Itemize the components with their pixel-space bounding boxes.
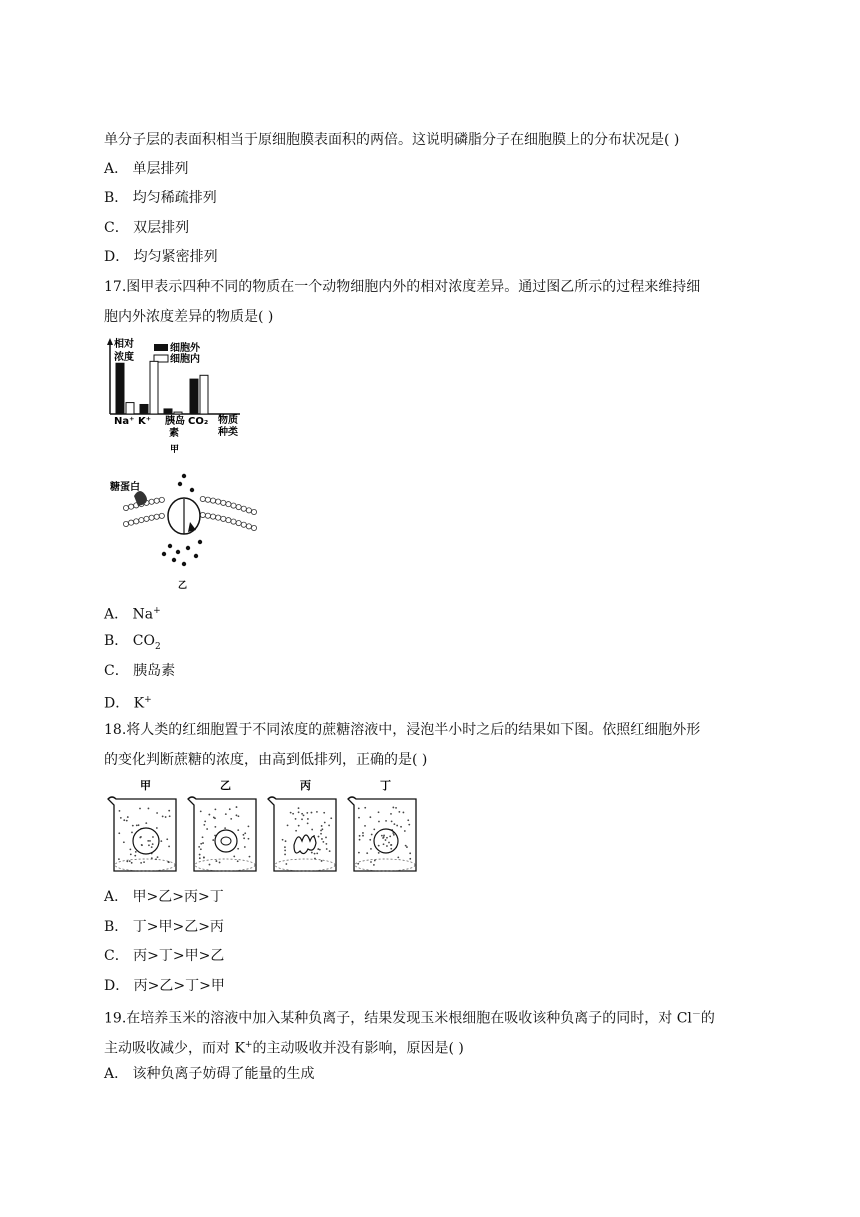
y-axis-label-line1: 相对 [114, 339, 134, 350]
q17-option-c: C． 胰岛素 [104, 663, 176, 679]
beaker-1 [188, 779, 256, 871]
beakers-figure [104, 777, 424, 877]
q16-option-b: B． 均匀稀疏排列 [104, 190, 217, 206]
lipid-head [144, 516, 149, 521]
lipid-head [246, 524, 251, 529]
q17-stem-line2: 胞内外浓度差异的物质是( ) [104, 309, 274, 325]
lipid-head [216, 515, 221, 520]
bar-2-outside [164, 409, 172, 414]
particle [168, 544, 172, 548]
red-cell-round [374, 829, 398, 853]
beaker-3 [348, 779, 416, 871]
bar-0-inside [126, 403, 134, 414]
red-cell-normal [215, 830, 237, 852]
beaker-label: 乙 [220, 779, 231, 792]
q17-option-a: A． Na+ [104, 606, 161, 623]
lipid-head [149, 499, 154, 504]
q17-option-d: D． K+ [104, 695, 152, 712]
x-axis-label-line2: 种类 [218, 427, 238, 438]
particle [176, 550, 180, 554]
fig2-caption: 乙 [178, 581, 188, 591]
x-tick-label-0: Na⁺ [114, 416, 135, 427]
lipid-head [246, 508, 251, 513]
y-axis-arrow [107, 338, 113, 345]
lipid-head [154, 514, 159, 519]
lipid-head [154, 498, 159, 503]
lipid-head [236, 505, 241, 510]
particle [182, 474, 186, 478]
lipid-head [159, 513, 164, 518]
q19-stem-line1: 19.在培养玉米的溶液中加入某种负离子，结果发现玉米根细胞在吸收该种负离子的同时，对 Cl－的 [104, 1010, 715, 1027]
lipid-head [251, 509, 256, 514]
lipid-head [231, 503, 236, 508]
particle [162, 552, 166, 556]
x-tick-label-2: 胰岛 [165, 416, 185, 427]
q19-stem-line2: 主动吸收减少，而对 K+的主动吸收并没有影响，原因是( ) [104, 1040, 464, 1057]
beaker-0 [108, 779, 176, 871]
q16-stem: 单分子层的表面积相当于原细胞膜表面积的两倍。这说明磷脂分子在细胞膜上的分布状况是( ) [104, 132, 680, 148]
red-cell-shrunken [294, 835, 316, 854]
bar-3-outside [190, 379, 198, 414]
beaker-label: 丙 [300, 779, 311, 792]
x-tick-label-1: K⁺ [138, 416, 152, 427]
q16-option-a: A． 单层排列 [104, 161, 189, 177]
beaker-label: 甲 [140, 779, 151, 792]
q18-option-c: C． 丙>丁>甲>乙 [104, 948, 225, 964]
beaker-glass [268, 797, 336, 871]
lipid-head [221, 516, 226, 521]
lipid-head [205, 513, 210, 518]
q17-stem-line1: 17.图甲表示四种不同的物质在一个动物细胞内外的相对浓度差异。通过图乙所示的过程来维持细 [104, 279, 701, 295]
x-axis-label-line1: 物质 [218, 415, 238, 426]
particle [182, 562, 186, 566]
particle [172, 558, 176, 562]
lipid-head [123, 521, 128, 526]
lipid-head [221, 500, 226, 505]
particle [186, 546, 190, 550]
q18-stem-line1: 18.将人类的红细胞置于不同浓度的蔗糖溶液中，浸泡半小时之后的结果如下图。依照红细胞外形 [104, 722, 701, 738]
lipid-head [210, 498, 215, 503]
lipid-head [134, 519, 139, 524]
lipid-head [241, 522, 246, 527]
lipid-head [236, 521, 241, 526]
bar-0-outside [116, 363, 124, 414]
q18-stem-line2: 的变化判断蔗糖的浓度，由高到低排列，正确的是( ) [104, 752, 428, 768]
bar-1-inside [150, 361, 158, 414]
lipid-head [226, 518, 231, 523]
beaker-label: 丁 [380, 779, 391, 792]
membrane-transport-diagram [104, 472, 264, 594]
particle [190, 488, 194, 492]
particle [194, 554, 198, 558]
particle [178, 482, 182, 486]
lipid-head [200, 496, 205, 501]
beaker-2 [268, 778, 336, 871]
lipid-head [149, 515, 154, 520]
lipid-head [129, 520, 134, 525]
bar-2-inside [174, 412, 182, 414]
concentration-bar-chart [104, 336, 254, 456]
lipid-head [159, 497, 164, 502]
x-tick-label-2-b: 素 [169, 428, 179, 439]
x-tick-label-3: CO₂ [188, 416, 209, 427]
red-cell-swollen [133, 828, 159, 854]
bar-3-inside [200, 375, 208, 414]
q18-option-d: D． 丙>乙>丁>甲 [104, 978, 225, 994]
q16-option-c: C． 双层排列 [104, 220, 190, 236]
glycoprotein-label: 糖蛋白 [110, 482, 140, 493]
lipid-head [226, 502, 231, 507]
particle [198, 540, 202, 544]
lipid-head [123, 505, 128, 510]
q18-option-b: B． 丁>甲>乙>丙 [104, 919, 224, 935]
lipid-head [200, 512, 205, 517]
lipid-head [139, 517, 144, 522]
legend-inside: 细胞内 [170, 354, 200, 365]
lipid-head [205, 497, 210, 502]
bar-1-outside [140, 404, 148, 414]
q16-option-d: D． 均匀紧密排列 [104, 249, 218, 265]
lipid-head [241, 506, 246, 511]
q19-option-a: A． 该种负离子妨碍了能量的生成 [104, 1066, 315, 1082]
fig1-caption: 甲 [170, 445, 180, 455]
lipid-head [216, 499, 221, 504]
q18-option-a: A． 甲>乙>丙>丁 [104, 889, 224, 905]
q17-option-b: B． $CO_2$ [104, 633, 161, 652]
legend-swatch-outside [154, 344, 168, 351]
y-axis-label-line2: 浓度 [114, 352, 134, 363]
lipid-head [231, 519, 236, 524]
legend-outside: 细胞外 [170, 343, 200, 354]
lipid-head [210, 514, 215, 519]
lipid-head [129, 504, 134, 509]
lipid-head [251, 525, 256, 530]
